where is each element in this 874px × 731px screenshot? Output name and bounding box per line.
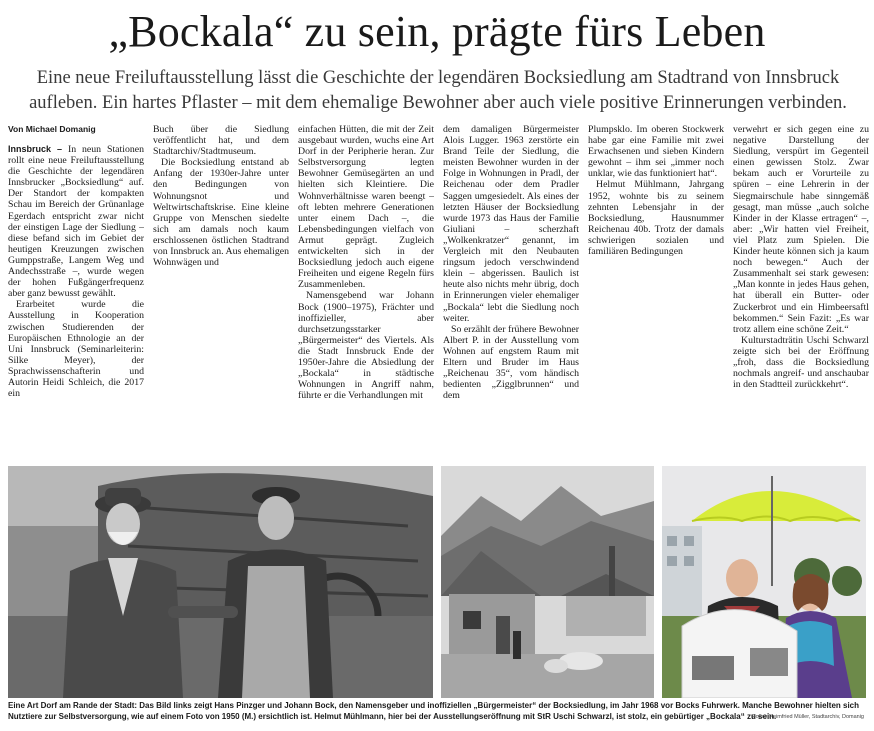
paragraph: dem damaligen Bürgermeister Alois Lugger. 1963 zerstörte ein Brand Teile der Siedlung, die meisten Bewohner wurden in der Folge in Wohnungen in Pradl, der Reichenau oder dem Pradler Saggen umgesiedelt. Als eines der letzten Häuser der Bocksiedlung wurde 1973 das Haus der Familie Giuliani – scherzhaft „Wolkenkratzer“ genannt, im Vergleich mit den Neubauten ringsum jedoch verschwindend klein – abgerissen. Baulich ist heute also nichts mehr übrig, doch in Erinnerungen vieler ehemaliger „Bockala“ lebt die Siedlung noch weiter. [443, 124, 579, 324]
text-column-6 [733, 124, 869, 464]
text-column-1 [8, 144, 144, 464]
paragraph: Namensgebend war Johann Bock (1900–1975), Frächter und inoffizieller, aber durchsetzungsstarker „Bürgermeister“ des Viertels. Als die Stadt Innsbruck Ende der 1950er-Jahre die Absiedlung der „Bockala“ in städtische Wohnungen in Angriff nahm, führte er die Verhandlungen mit [298, 290, 434, 402]
photo-village-1950-image [441, 466, 654, 698]
paragraph: Innsbruck – In neun Stationen rollt eine neue Freiluftausstellung die Geschichte der legendären Innsbrucker „Bocksiedlung“ auf. Der Standort der kompakten Schau im Bereich der Grünanlage Egerdach entspricht zwar nicht der einstigen Lage der Siedlung – diese befand sich im Gebiet der heutigen Kreuzungen zwischen Gumppstraße, Langem Weg und Andechsstraße –, wurde wegen der hohen Fußgängerfrequenz aber ganz bewusst gewählt. [8, 144, 144, 300]
paragraph: verwehrt er sich gegen eine zu negative Darstellung der Siedlung, verspürt im Gegenteil einen gewissen Stolz. Zwar bekam auch er Vorurteile zu spüren – eine Lehrerin in der Siegmairschule habe sinngemäß gesagt, man müsse „auch solche Kinder in der Klasse ertragen“ –, aber: „Wir hatten viel Freiheit, viel Platz zum Spielen. Die Kinder heute können sich ja kaum noch bewegen.“ Auch der Zusammenhalt sei stark gewesen: „Man konnte in jedes Haus gehen, hat überall ein Butter- oder Zuckerbrot und ein Himbeersaftl bekommen.“ Sein Fazit: „Es war trotz allem eine schöne Zeit.“ [733, 124, 869, 335]
photo-village-1950 [441, 466, 654, 698]
dateline: Innsbruck – [8, 144, 62, 154]
text-column-3 [298, 124, 434, 464]
text-column-5 [588, 124, 724, 464]
subhead: Eine neue Freiluftausstellung lässt die Geschichte der legendären Bocksiedlung am Stadtrand von Innsbruck aufleben. Ein hartes Pflaster – mit dem ehemalige Bewohner aber auch viele positive Erinnerungen verbinden. [29, 68, 847, 113]
photo-caption: Eine Art Dorf am Rande der Stadt: Das Bild links zeigt Hans Pinzger und Johann Bock, den Namensgeber und inoffiziellen „Bürgermeister“ der Bocksiedlung, im Jahr 1968 vor Bocks Fuhrwerk. Manche Bewohner hielten sich Nutztiere zur Selbstversorgung, wie auf einem Foto von 1950 (M.) ersichtlich ist. Helmut Mühlmann, hier bei der Ausstellungseröffnung mit StR Uschi Schwarzl, ist stolz, ein gebürtiger „Bockala“ zu sein. [8, 701, 860, 721]
paragraph: Kulturstadträtin Uschi Schwarzl zeigte sich bei der Eröffnung „froh, dass die Bocksiedlung nochmals angreif- und anschaubar in den Stadtteil zurückkehrt“. [733, 334, 869, 391]
paragraph: einfachen Hütten, die mit der Zeit ausgebaut wurden, wuchs eine Art Dorf in der Peripherie heran. Zur Selbstversorgung legten Bewohner Gemüsegärten an und hielten sich Kleintiere. Die Wohnverhältnisse waren beengt – oft lebten mehrere Generationen unter einem Dach –, die Lebensbedingungen vielfach von Armut geprägt. Zugleich entwickelten sich in der Bocksiedlung jedoch auch eigene Freiheiten und eigene Regeln fürs Zusammenleben. [298, 124, 434, 291]
paragraph: Plumpsklo. Im oberen Stockwerk habe gar eine Familie mit zwei Erwachsenen und sieben Kindern gewohnt – ihm sei „immer noch unklar, wie das funktioniert hat“. [588, 124, 724, 180]
paragraph: Helmut Mühlmann, Jahrgang 1952, wohnte bis zu seinem zehnten Lebensjahr in der Bocksiedlung, Hausnummer Reichenau 40b. Trotz der damals schwierigen sozialen und familiären Bedingungen [588, 179, 724, 258]
text-column-2 [153, 124, 289, 464]
paragraph: So erzählt der frühere Bewohner Albert P. in der Ausstellung vom Wohnen auf engstem Raum mit Eltern und Bruder im Haus „Reichenau 35“, vom händisch bedienten „Zigglbrunnen“ und dem [443, 323, 579, 402]
photo-exhibition-opening-image [662, 466, 866, 698]
photo-two-men-wagon [8, 466, 433, 698]
headline: „Bockala“ zu sein, prägte fürs Leben [108, 7, 766, 56]
text-column-4 [443, 124, 579, 464]
photo-credit: Fotos: Heimfried Müller, Stadtarchiv, Domanig [752, 714, 864, 720]
paragraph: Die Bocksiedlung entstand ab Anfang der 1930er-Jahre unter den Bedingungen von Wohnungsnot und Weltwirtschaftskrise. Eine kleine Gruppe von Menschen siedelte sich am damals noch kaum erschlossenen östlichen Stadtrand von Innsbruck an. Aus ehemaligen Wohnwägen und [153, 157, 289, 269]
paragraph: Erarbeitet wurde die Ausstellung in Kooperation zwischen Studierenden der Europäischen Ethnologie an der Uni Innsbruck (Seminarleiterin: Silke Meyer), der Sprachwissenschafterin und Autorin Heidi Schleich, die 2017 ein [8, 299, 144, 400]
photo-exhibition-opening [662, 466, 866, 698]
paragraph: Buch über die Siedlung veröffentlicht hat, und dem Stadtarchiv/Stadtmuseum. [153, 124, 289, 158]
author-byline: Von Michael Domanig [8, 124, 96, 134]
photo-two-men-wagon-image [8, 466, 433, 698]
